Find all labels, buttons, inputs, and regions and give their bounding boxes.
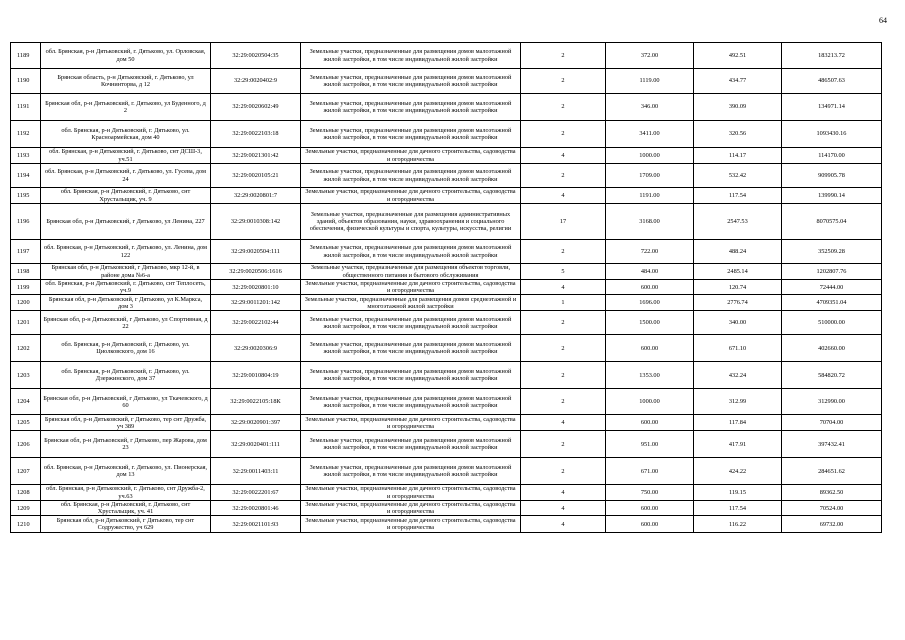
row-number-cell: 1203 [11,362,41,389]
area-cell: 600.00 [606,516,694,533]
table-row [11,485,882,500]
row-number-cell: 1192 [11,121,41,148]
table-row [11,94,882,121]
group-cell: 4 [521,280,606,295]
specific-value-cell: 434.77 [694,69,782,94]
land-use-cell: Земельные участки, предназначенные для размещения домов малоэтажной жилой застройки, в том числе индивидуальной жилой застройки [301,121,521,148]
address-cell: Брянская обл, р-н Дятьковский, г Дятьково, ул Ткачевского, д 60 [41,389,211,415]
land-use-cell: Земельные участки, предназначенные для размещения домов малоэтажной жилой застройки, в том числе индивидуальной жилой застройки [301,43,521,69]
address-cell: Брянская обл, р-н Дятьковский, г Дятьково, мкр 12-й, в районе дома №6-а [41,264,211,280]
land-use-cell: Земельные участки, предназначенные для размещения административных зданий, объектов образования, науки, здравоохранения и социального обеспечения, физической культуры и спорта, культуры, искусства, религии [301,204,521,240]
row-number-cell: 1201 [11,311,41,335]
land-use-cell: Земельные участки, предназначенные для размещения домов малоэтажной жилой застройки, в том числе индивидуальной жилой застройки [301,311,521,335]
specific-value-cell: 2547.53 [694,204,782,240]
cadastral-number-cell: 32:29:0020801:46 [211,500,301,515]
table-row [11,389,882,415]
cadastral-value-cell: 89362.50 [782,485,882,500]
area-cell: 346.00 [606,94,694,121]
cadastral-value-table [10,42,882,533]
specific-value-cell: 320.56 [694,121,782,148]
specific-value-cell: 417.91 [694,431,782,458]
group-cell: 5 [521,264,606,280]
address-cell: обл. Брянская, р-н Дятьковский, г. Дятьково, ул. Орловская, дом 50 [41,43,211,69]
land-use-cell: Земельные участки, предназначенные для размещения домов малоэтажной жилой застройки, в том числе индивидуальной жилой застройки [301,389,521,415]
table-row [11,240,882,264]
cadastral-number-cell: 32:29:0021101:93 [211,516,301,533]
area-cell: 722.00 [606,240,694,264]
cadastral-number-cell: 32:29:0020801:10 [211,280,301,295]
area-cell: 1119.00 [606,69,694,94]
cadastral-number-cell: 32:29:0020402:9 [211,69,301,94]
row-number-cell: 1190 [11,69,41,94]
address-cell: Брянская обл, р-н Дятьковский, г Дятьково, тер снт Дружба, уч 389 [41,415,211,431]
specific-value-cell: 424.22 [694,458,782,485]
cadastral-value-cell: 134971.14 [782,94,882,121]
land-use-cell: Земельные участки, предназначенные для дачного строительства, садоводства и огородничества [301,415,521,431]
cadastral-value-cell: 69732.00 [782,516,882,533]
row-number-cell: 1191 [11,94,41,121]
group-cell: 2 [521,458,606,485]
group-cell: 2 [521,389,606,415]
group-cell: 2 [521,69,606,94]
cadastral-number-cell: 32:29:0020602:49 [211,94,301,121]
area-cell: 372.00 [606,43,694,69]
specific-value-cell: 312.99 [694,389,782,415]
row-number-cell: 1198 [11,264,41,280]
address-cell: Брянская обл, р-н Дятьковский, г Дятьково, ул К.Маркса, дом 3 [41,295,211,311]
group-cell: 4 [521,485,606,500]
land-use-cell: Земельные участки, предназначенные для дачного строительства, садоводства и огородничества [301,500,521,515]
area-cell: 671.00 [606,458,694,485]
address-cell: обл. Брянская, р-н Дятьковский, г. Дятьково, снт Хрустальщик, уч. 9 [41,188,211,204]
cadastral-number-cell: 32:29:0020306:9 [211,335,301,362]
cadastral-number-cell: 32:29:0010308:142 [211,204,301,240]
address-cell: Брянская обл, р-н Дятьковский, г Дятьково, пер Жарова, дом 23 [41,431,211,458]
specific-value-cell: 117.54 [694,500,782,515]
table-row [11,280,882,295]
cadastral-value-cell: 584820.72 [782,362,882,389]
area-cell: 600.00 [606,415,694,431]
row-number-cell: 1196 [11,204,41,240]
cadastral-number-cell: 32:29:0022105:18К [211,389,301,415]
cadastral-number-cell: 32:29:0022201:67 [211,485,301,500]
cadastral-number-cell: 32:29:0020801:7 [211,188,301,204]
cadastral-value-cell: 70524.00 [782,500,882,515]
cadastral-value-cell: 1202807.76 [782,264,882,280]
land-use-cell: Земельные участки, предназначенные для размещения домов малоэтажной жилой застройки, в том числе индивидуальной жилой застройки [301,431,521,458]
specific-value-cell: 119.15 [694,485,782,500]
area-cell: 1696.00 [606,295,694,311]
table-row [11,431,882,458]
land-use-cell: Земельные участки, предназначенные для размещения домов малоэтажной жилой застройки, в том числе индивидуальной жилой застройки [301,164,521,188]
area-cell: 3411.00 [606,121,694,148]
cadastral-value-cell: 8070575.04 [782,204,882,240]
group-cell: 2 [521,164,606,188]
table-row [11,204,882,240]
area-cell: 3168.00 [606,204,694,240]
cadastral-value-cell: 312990.00 [782,389,882,415]
specific-value-cell: 390.09 [694,94,782,121]
row-number-cell: 1199 [11,280,41,295]
group-cell: 2 [521,311,606,335]
row-number-cell: 1197 [11,240,41,264]
area-cell: 1353.00 [606,362,694,389]
cadastral-number-cell: 32:29:0022103:18 [211,121,301,148]
group-cell: 4 [521,415,606,431]
table-row [11,335,882,362]
table-row [11,516,882,533]
row-number-cell: 1207 [11,458,41,485]
address-cell: обл. Брянская, р-н Дятьковский, г. Дятьково, ул. Красноармейская, дом 40 [41,121,211,148]
land-use-cell: Земельные участки, предназначенные для дачного строительства, садоводства и огородничества [301,280,521,295]
cadastral-value-cell: 70704.00 [782,415,882,431]
area-cell: 1000.00 [606,389,694,415]
table-row [11,311,882,335]
cadastral-value-cell: 72444.00 [782,280,882,295]
table-row [11,500,882,515]
specific-value-cell: 488.24 [694,240,782,264]
table-row [11,264,882,280]
cadastral-number-cell: 32:29:0020901:397 [211,415,301,431]
cadastral-number-cell: 32:29:0011201:142 [211,295,301,311]
table-row [11,295,882,311]
cadastral-value-cell: 397432.41 [782,431,882,458]
land-use-cell: Земельные участки, предназначенные для размещения домов малоэтажной жилой застройки, в том числе индивидуальной жилой застройки [301,240,521,264]
land-use-cell: Земельные участки, предназначенные для размещения домов малоэтажной жилой застройки, в том числе индивидуальной жилой застройки [301,335,521,362]
group-cell: 2 [521,94,606,121]
table-row [11,415,882,431]
land-use-cell: Земельные участки, предназначенные для размещения домов среднеэтажной и многоэтажной жилой застройки [301,295,521,311]
area-cell: 1000.00 [606,148,694,164]
table-row [11,164,882,188]
address-cell: обл. Брянская, р-н Дятьковский, г. Дятьково, снт ДСШ-3, уч.51 [41,148,211,164]
row-number-cell: 1206 [11,431,41,458]
address-cell: Брянская область, р-н Дятьковский, г. Дятьково, ул Кочнинторва, д 12 [41,69,211,94]
row-number-cell: 1202 [11,335,41,362]
address-cell: обл. Брянская, р-н Дятьковский, г. Дятьково, снт Теплосеть, уч.9 [41,280,211,295]
cadastral-number-cell: 32:29:0020504:111 [211,240,301,264]
row-number-cell: 1194 [11,164,41,188]
land-use-cell: Земельные участки, предназначенные для дачного строительства, садоводства и огородничества [301,485,521,500]
area-cell: 951.00 [606,431,694,458]
table-row [11,362,882,389]
area-cell: 600.00 [606,335,694,362]
address-cell: обл. Брянская, р-н Дятьковский, г. Дятьково, ул. Циолковского, дом 16 [41,335,211,362]
row-number-cell: 1204 [11,389,41,415]
group-cell: 17 [521,204,606,240]
cadastral-number-cell: 32:29:0011403:11 [211,458,301,485]
land-use-cell: Земельные участки, предназначенные для размещения домов малоэтажной жилой застройки, в том числе индивидуальной жилой застройки [301,94,521,121]
specific-value-cell: 432.24 [694,362,782,389]
address-cell: Брянская обл, р-н Дятьковский, г Дятьково, тер снт Содружество, уч 629 [41,516,211,533]
page-number: 64 [879,16,887,25]
specific-value-cell: 114.17 [694,148,782,164]
cadastral-number-cell: 32:29:0020401:111 [211,431,301,458]
cadastral-value-cell: 114170.00 [782,148,882,164]
table-row [11,69,882,94]
specific-value-cell: 2776.74 [694,295,782,311]
area-cell: 1709.00 [606,164,694,188]
group-cell: 2 [521,335,606,362]
land-use-cell: Земельные участки, предназначенные для размещения домов малоэтажной жилой застройки, в том числе индивидуальной жилой застройки [301,69,521,94]
cadastral-value-cell: 139990.14 [782,188,882,204]
area-cell: 600.00 [606,280,694,295]
group-cell: 2 [521,121,606,148]
cadastral-number-cell: 32:29:0021301:42 [211,148,301,164]
address-cell: обл. Брянская, р-н Дятьковский, г. Дятьково, ул. Дзержинского, дом 37 [41,362,211,389]
group-cell: 1 [521,295,606,311]
row-number-cell: 1205 [11,415,41,431]
cadastral-value-cell: 909905.78 [782,164,882,188]
cadastral-number-cell: 32:29:0022102:44 [211,311,301,335]
specific-value-cell: 532.42 [694,164,782,188]
specific-value-cell: 671.10 [694,335,782,362]
specific-value-cell: 117.54 [694,188,782,204]
row-number-cell: 1189 [11,43,41,69]
cadastral-value-cell: 486507.63 [782,69,882,94]
table-row [11,43,882,69]
cadastral-number-cell: 32:29:0020506:1616 [211,264,301,280]
cadastral-value-cell: 402660.00 [782,335,882,362]
group-cell: 4 [521,516,606,533]
cadastral-value-cell: 352509.28 [782,240,882,264]
group-cell: 2 [521,43,606,69]
land-use-cell: Земельные участки, предназначенные для дачного строительства, садоводства и огородничества [301,188,521,204]
land-use-cell: Земельные участки, предназначенные для дачного строительства, садоводства и огородничества [301,516,521,533]
cadastral-value-cell: 1093430.16 [782,121,882,148]
cadastral-number-cell: 32:29:0020105:21 [211,164,301,188]
group-cell: 4 [521,500,606,515]
group-cell: 2 [521,431,606,458]
address-cell: обл. Брянская, р-н Дятьковский, г. Дятьково, снт Хрустальщик, уч. 41 [41,500,211,515]
row-number-cell: 1200 [11,295,41,311]
specific-value-cell: 492.51 [694,43,782,69]
group-cell: 4 [521,148,606,164]
area-cell: 600.00 [606,500,694,515]
land-use-cell: Земельные участки, предназначенные для дачного строительства, садоводства и огородничества [301,148,521,164]
group-cell: 4 [521,188,606,204]
row-number-cell: 1209 [11,500,41,515]
table-row [11,148,882,164]
land-use-cell: Земельные участки, предназначенные для размещения домов малоэтажной жилой застройки, в том числе индивидуальной жилой застройки [301,458,521,485]
specific-value-cell: 116.22 [694,516,782,533]
land-use-cell: Земельные участки, предназначенные для размещения объектов торговли, общественного питания и бытового обслуживания [301,264,521,280]
cadastral-number-cell: 32:29:0020504:35 [211,43,301,69]
row-number-cell: 1210 [11,516,41,533]
cadastral-value-cell: 284651.62 [782,458,882,485]
address-cell: обл. Брянская, р-н Дятьковский, г. Дятьково, ул. Пионерская, дом 13 [41,458,211,485]
table-row [11,121,882,148]
cadastral-value-cell: 4709351.04 [782,295,882,311]
row-number-cell: 1208 [11,485,41,500]
address-cell: обл. Брянская, р-н Дятьковский, г. Дятьково, ул. Ленина, дом 122 [41,240,211,264]
cadastral-value-cell: 510000.00 [782,311,882,335]
specific-value-cell: 117.84 [694,415,782,431]
table-row [11,458,882,485]
area-cell: 1500.00 [606,311,694,335]
specific-value-cell: 120.74 [694,280,782,295]
land-use-cell: Земельные участки, предназначенные для размещения домов малоэтажной жилой застройки, в том числе индивидуальной жилой застройки [301,362,521,389]
cadastral-number-cell: 32:29:0010804:19 [211,362,301,389]
area-cell: 750.00 [606,485,694,500]
address-cell: обл. Брянская, р-н Дятьковский, г. Дятьково, ул. Гусева, дом 24 [41,164,211,188]
address-cell: Брянская обл, р-н Дятьковский, г Дятьково, ул Ленина, 227 [41,204,211,240]
specific-value-cell: 2485.14 [694,264,782,280]
table-row [11,188,882,204]
address-cell: обл. Брянская, р-н Дятьковский, г. Дятьково, снт Дружба-2, уч.63 [41,485,211,500]
specific-value-cell: 340.00 [694,311,782,335]
cadastral-value-cell: 183213.72 [782,43,882,69]
row-number-cell: 1195 [11,188,41,204]
group-cell: 2 [521,240,606,264]
group-cell: 2 [521,362,606,389]
area-cell: 1191.00 [606,188,694,204]
address-cell: Брянская обл, р-н Дятьковский, г Дятьково, ул Спортивная, д 22 [41,311,211,335]
area-cell: 484.00 [606,264,694,280]
row-number-cell: 1193 [11,148,41,164]
address-cell: Брянская обл, р-н Дятьковский, г. Дятьково, ул Буденного, д 2 [41,94,211,121]
